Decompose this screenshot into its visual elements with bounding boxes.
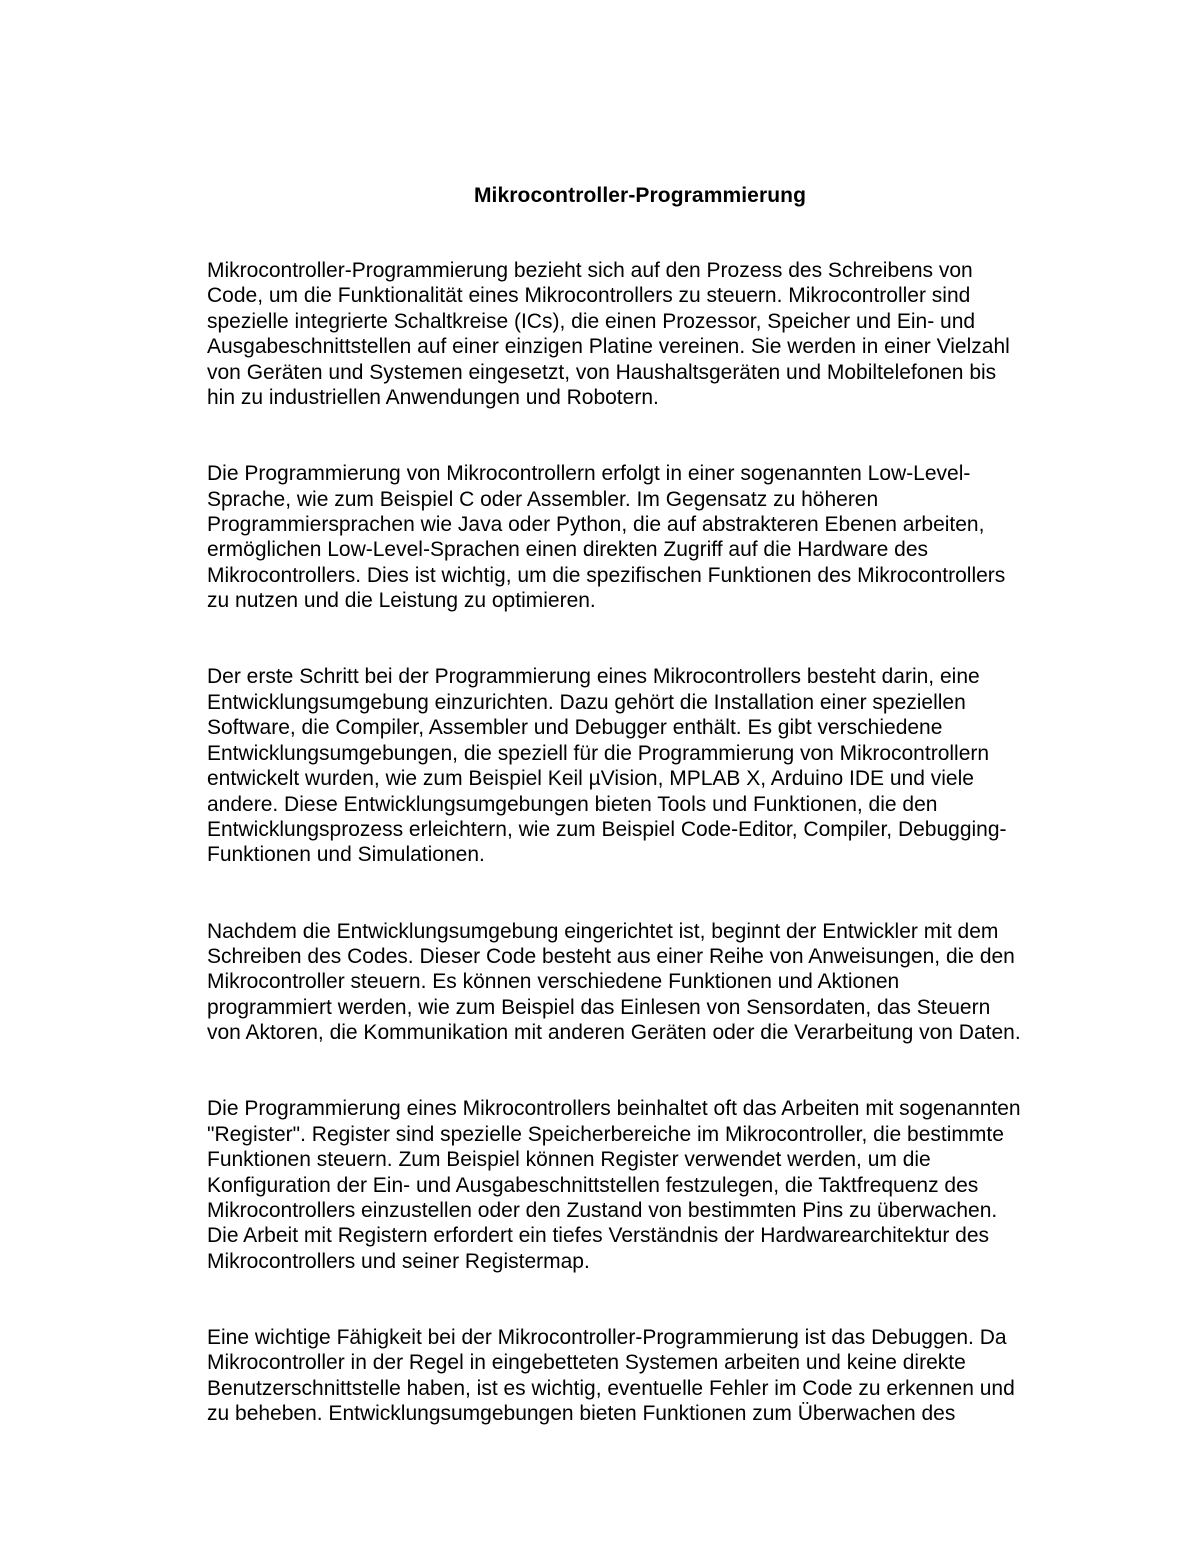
text-line: zu nutzen und die Leistung zu optimieren.: [207, 589, 596, 613]
text-line: Mikrocontroller-Programmierung bezieht sich auf den Prozess des Schreibens von: [207, 259, 973, 282]
text-line: Die Programmierung eines Mikrocontrollers beinhaltet oft das Arbeiten mit sogenannten: [207, 1097, 1021, 1121]
text-line: Mikrocontroller steuern. Es können verschiedene Funktionen und Aktionen: [207, 970, 900, 994]
text-line: Benutzerschnittstelle haben, ist es wichtig, eventuelle Fehler im Code zu erkennen und: [207, 1376, 1015, 1400]
text-line: Die Programmierung von Mikrocontrollern erfolgt in einer sogenannten Low-Level-: [207, 462, 971, 486]
text-line: Die Arbeit mit Registern erfordert ein tiefes Verständnis der Hardwarearchitektur des: [207, 1224, 990, 1248]
text-line: zu beheben. Entwicklungsumgebungen bieten Funktionen zum Überwachen des: [207, 1402, 956, 1426]
text-line: Software, die Compiler, Assembler und Debugger enthält. Es gibt verschiedene: [207, 716, 943, 740]
document-title: Mikrocontroller-Programmierung: [473, 184, 807, 207]
text-line: Sprache, wie zum Beispiel C oder Assembler. Im Gegensatz zu höheren: [207, 487, 879, 511]
text-line: Konfiguration der Ein- und Ausgabeschnittstellen festzulegen, die Taktfrequenz des: [207, 1173, 979, 1197]
text-line: entwickelt wurden, wie zum Beispiel Keil µVision, MPLAB X, Arduino IDE und viele: [207, 767, 974, 791]
text-line: Funktionen steuern. Zum Beispiel können Register verwendet werden, um die: [207, 1148, 931, 1172]
text-line: Programmiersprachen wie Java oder Python, die auf abstrakteren Ebenen arbeiten,: [207, 513, 985, 537]
text-line: Entwicklungsumgebungen, die speziell für die Programmierung von Mikrocontrollern: [207, 741, 990, 765]
paragraph-2: [207, 461, 1077, 613]
text-line: ermöglichen Low-Level-Sprachen einen direkten Zugriff auf die Hardware des: [207, 538, 929, 562]
text-line: Mikrocontroller in der Regel in eingebetteten Systemen arbeiten und keine direkte: [207, 1351, 966, 1375]
text-line: andere. Diese Entwicklungsumgebungen bieten Tools und Funktionen, die den: [207, 792, 938, 816]
text-line: Eine wichtige Fähigkeit bei der Mikrocontroller-Programmierung ist das Debuggen. Da: [207, 1325, 1007, 1349]
text-line: Entwicklungsumgebung einzurichten. Dazu gehört die Installation einer speziellen: [207, 690, 966, 714]
text-line: programmiert werden, wie zum Beispiel das Einlesen von Sensordaten, das Steuern: [207, 995, 991, 1019]
paragraph-4: [207, 919, 1077, 1046]
text-line: Der erste Schritt bei der Programmierung eines Mikrocontrollers besteht darin, eine: [207, 665, 980, 689]
text-line: Mikrocontrollers. Dies ist wichtig, um die spezifischen Funktionen des Mikrocontrollers: [207, 563, 1006, 587]
text-line: Schreiben des Codes. Dieser Code besteht aus einer Reihe von Anweisungen, die den: [207, 944, 1015, 968]
text-line: Mikrocontrollers und seiner Registermap.: [207, 1249, 590, 1273]
paragraph-1: [207, 258, 1077, 410]
paragraph-6: [207, 1325, 1077, 1427]
paragraph-3: [207, 664, 1077, 867]
text-line: hin zu industriellen Anwendungen und Robotern.: [207, 386, 659, 410]
text-line: Nachdem die Entwicklungsumgebung eingerichtet ist, beginnt der Entwickler mit dem: [207, 919, 999, 943]
text-line: Mikrocontrollers einzustellen oder den Zustand von bestimmten Pins zu überwachen.: [207, 1198, 998, 1222]
text-line: spezielle integrierte Schaltkreise (ICs), die einen Prozessor, Speicher und Ein- und: [207, 309, 976, 333]
text-line: Code, um die Funktionalität eines Mikrocontrollers zu steuern. Mikrocontroller sind: [207, 284, 971, 308]
text-line: Entwicklungsprozess erleichtern, wie zum Beispiel Code-Editor, Compiler, Debugging-: [207, 817, 1007, 841]
text-line: von Aktoren, die Kommunikation mit anderen Geräten oder die Verarbeitung von Daten.: [207, 1021, 1021, 1045]
document-body: [207, 258, 1077, 1477]
text-line: Funktionen und Simulationen.: [207, 843, 485, 867]
text-line: "Register". Register sind spezielle Speicherbereiche im Mikrocontroller, die bestimmte: [207, 1122, 1004, 1146]
text-line: Ausgabeschnittstellen auf einer einzigen Platine vereinen. Sie werden in einer Vielzahl: [207, 335, 1010, 359]
text-line: von Geräten und Systemen eingesetzt, von Haushaltsgeräten und Mobiltelefonen bis: [207, 360, 997, 384]
paragraph-5: [207, 1096, 1077, 1274]
